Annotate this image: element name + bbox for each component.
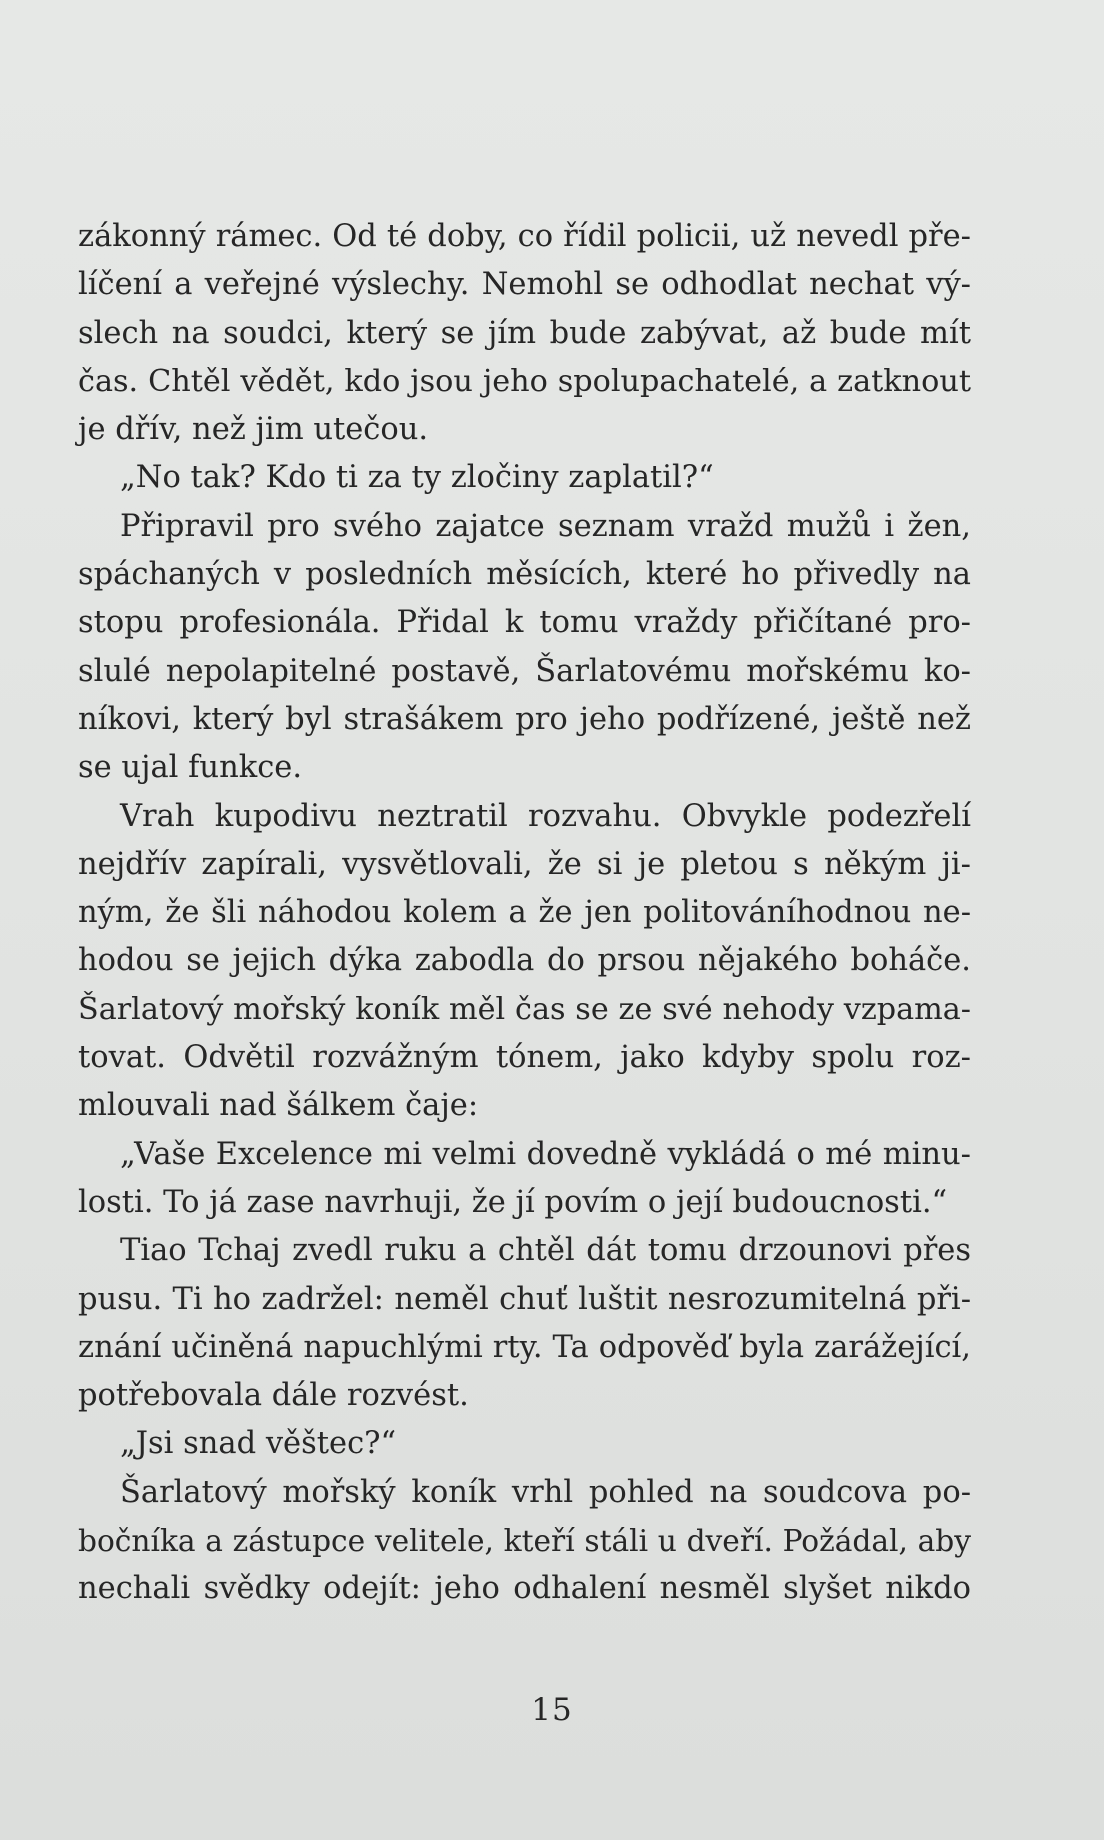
text-line: spáchaných v posledních měsících, které ho přivedly na bbox=[78, 557, 971, 593]
text-line: Šarlatový mořský koník měl čas se ze své nehody vzpama- bbox=[78, 991, 971, 1027]
text-line: mlouvali nad šálkem čaje: bbox=[78, 1088, 479, 1124]
text-line: je dřív, než jim utečou. bbox=[78, 412, 429, 448]
text-line: Připravil pro svého zajatce seznam vražd mužů i žen, bbox=[120, 508, 971, 544]
text-line: stopu profesionála. Přidal k tomu vraždy přičítané pro- bbox=[78, 605, 971, 641]
text-line: tovat. Odvětil rozvážným tónem, jako kdyby spolu roz- bbox=[78, 1040, 971, 1076]
text-line: nechali svědky odejít: jeho odhalení nesměl slyšet nikdo bbox=[78, 1571, 971, 1607]
text-line: Šarlatový mořský koník vrhl pohled na soudcova po- bbox=[120, 1474, 971, 1510]
text-line: pusu. Ti ho zadržel: neměl chuť luštit nesrozumitelná při- bbox=[78, 1281, 971, 1317]
text-line: znání učiněná napuchlými rty. Ta odpověď byla zarážející, bbox=[78, 1329, 971, 1365]
text-line: bočníka a zástupce velitele, kteří stáli u dveří. Požádal, aby bbox=[78, 1523, 971, 1559]
text-line: Vrah kupodivu neztratil rozvahu. Obvykle podezřelí bbox=[120, 798, 971, 834]
text-line: Tiao Tchaj zvedl ruku a chtěl dát tomu drzounovi přes bbox=[120, 1233, 971, 1269]
text-line: potřebovala dále rozvést. bbox=[78, 1378, 469, 1414]
text-line: losti. To já zase navrhuji, že jí povím o její budoucnosti.“ bbox=[78, 1184, 948, 1220]
text-line: „Jsi snad věštec?“ bbox=[120, 1426, 397, 1462]
text-line: „No tak? Kdo ti za ty zločiny zaplatil?“ bbox=[120, 460, 714, 496]
text-line: níkovi, který byl strašákem pro jeho podřízené, ještě než bbox=[78, 701, 971, 737]
text-line: slech na soudci, který se jím bude zabývat, až bude mít bbox=[78, 315, 971, 351]
text-line: nejdřív zapírali, vysvětlovali, že si je pletou s někým ji- bbox=[78, 846, 971, 882]
text-line: ným, že šli náhodou kolem a že jen politováníhodnou ne- bbox=[78, 895, 971, 931]
text-line: hodou se jejich dýka zabodla do prsou nějakého boháče. bbox=[78, 943, 971, 979]
text-line: zákonný rámec. Od té doby, co řídil policii, už nevedl pře- bbox=[78, 219, 971, 254]
page-number: 15 bbox=[531, 1692, 573, 1728]
body-text bbox=[78, 213, 971, 1614]
text-line: čas. Chtěl vědět, kdo jsou jeho spolupachatelé, a zatknout bbox=[78, 363, 971, 399]
text-line: líčení a veřejné výslechy. Nemohl se odhodlat nechat vý- bbox=[78, 267, 971, 303]
text-line: „Vaše Excelence mi velmi dovedně vykládá o mé minu- bbox=[120, 1136, 971, 1172]
text-line: se ujal funkce. bbox=[78, 750, 303, 786]
text-line: slulé nepolapitelné postavě, Šarlatovému mořskému ko- bbox=[78, 653, 971, 689]
